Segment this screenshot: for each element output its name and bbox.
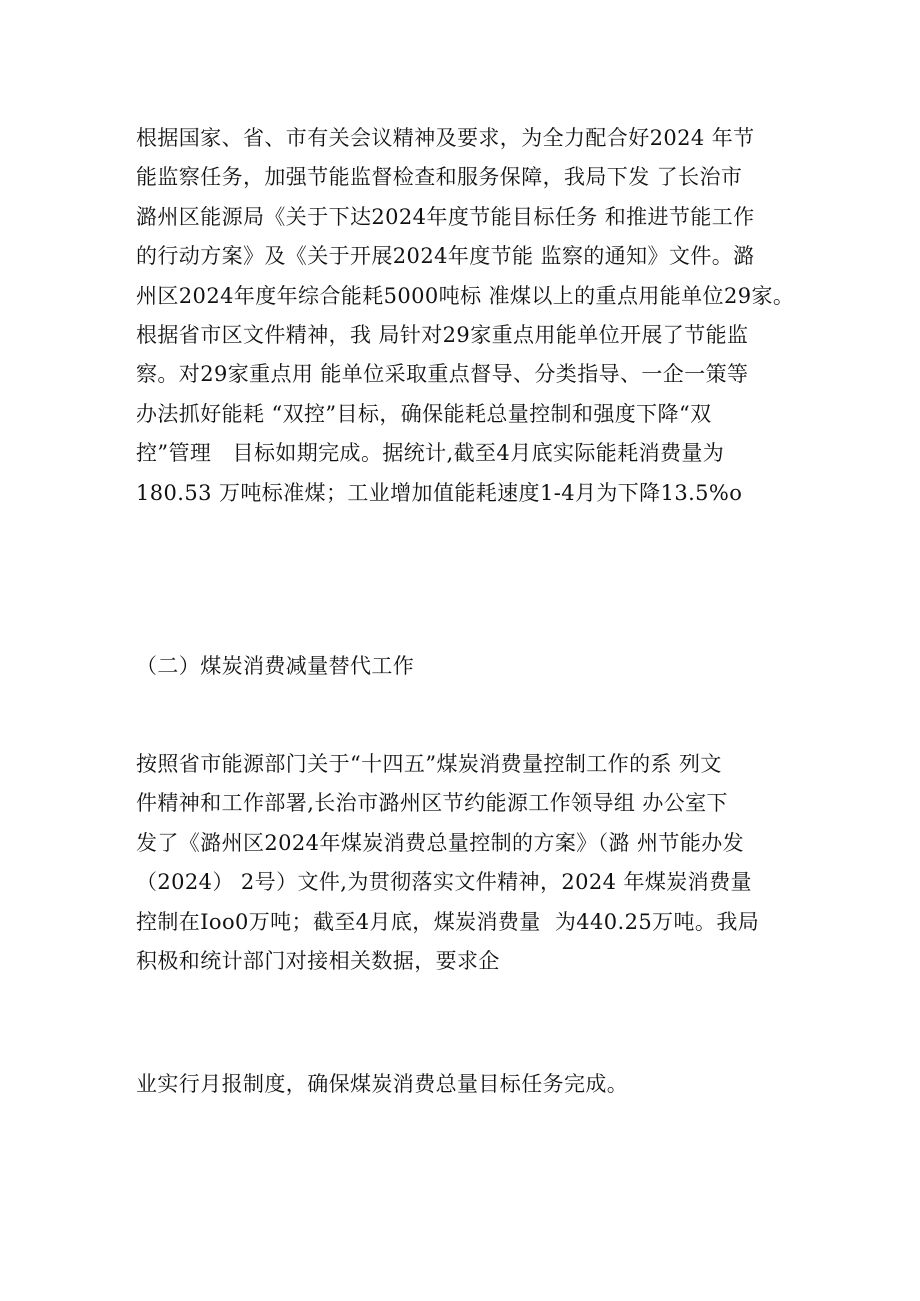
text-line: 潞州区能源局《关于下达2024年度节能目标任务 和推进节能工作 xyxy=(136,204,755,229)
text-line: 控”管理 目标如期完成。据统计,截至4月底实际能耗消费量为 xyxy=(136,441,725,466)
paragraph-coal-control xyxy=(136,745,796,981)
text-line: 180.53 万吨标准煤；工业增加值能耗速度1-4月为下降13.5%o xyxy=(136,480,743,505)
text-line: 控制在Ioo0万吨；截至4月底，煤炭消费量 为440.25万吨。我局 xyxy=(136,909,760,934)
text-line: 办法抓好能耗 “双控”目标，确保能耗总量控制和强度下降“双 xyxy=(136,401,712,426)
text-line: 州区2024年度年综合能耗5000吨标 准煤以上的重点用能单位29家。 xyxy=(136,283,795,308)
text-line: 业实行月报制度，确保煤炭消费总量目标任务完成。 xyxy=(136,1072,629,1096)
text-line: 根据省市区文件精神，我 局针对29家重点用能单位开展了节能监 xyxy=(136,323,749,348)
paragraph-energy-monitoring xyxy=(136,119,796,513)
text-line: 根据国家、省、市有关会议精神及要求，为全力配合好2024 年节 xyxy=(136,126,755,150)
section-heading-coal xyxy=(136,647,796,686)
text-line: 件精神和工作部署,长治市潞州区节约能源工作领导组 办公室下 xyxy=(136,791,728,816)
paragraph-monthly-report xyxy=(136,1065,796,1104)
text-line: 按照省市能源部门关于“十四五”煤炭消费量控制工作的系 列文 xyxy=(136,752,722,776)
text-line: 积极和统计部门对接相关数据，要求企 xyxy=(136,949,500,974)
text-line: 的行动方案》及《关于开展2024年度节能 监察的通知》文件。潞 xyxy=(136,244,755,269)
heading-text: （二）煤炭消费减量替代工作 xyxy=(136,654,415,678)
text-line: （2024） 2号）文件,为贯彻落实文件精神，2024 年煤炭消费量 xyxy=(136,870,752,895)
text-line: 发了《潞州区2024年煤炭消费总量控制的方案》（潞 州节能办发 xyxy=(136,830,745,855)
text-line: 能监察任务，加强节能监督检查和服务保障，我局下发 了长治市 xyxy=(136,165,743,190)
text-line: 察。对29家重点用 能单位采取重点督导、分类指导、一企一策等 xyxy=(136,362,749,387)
